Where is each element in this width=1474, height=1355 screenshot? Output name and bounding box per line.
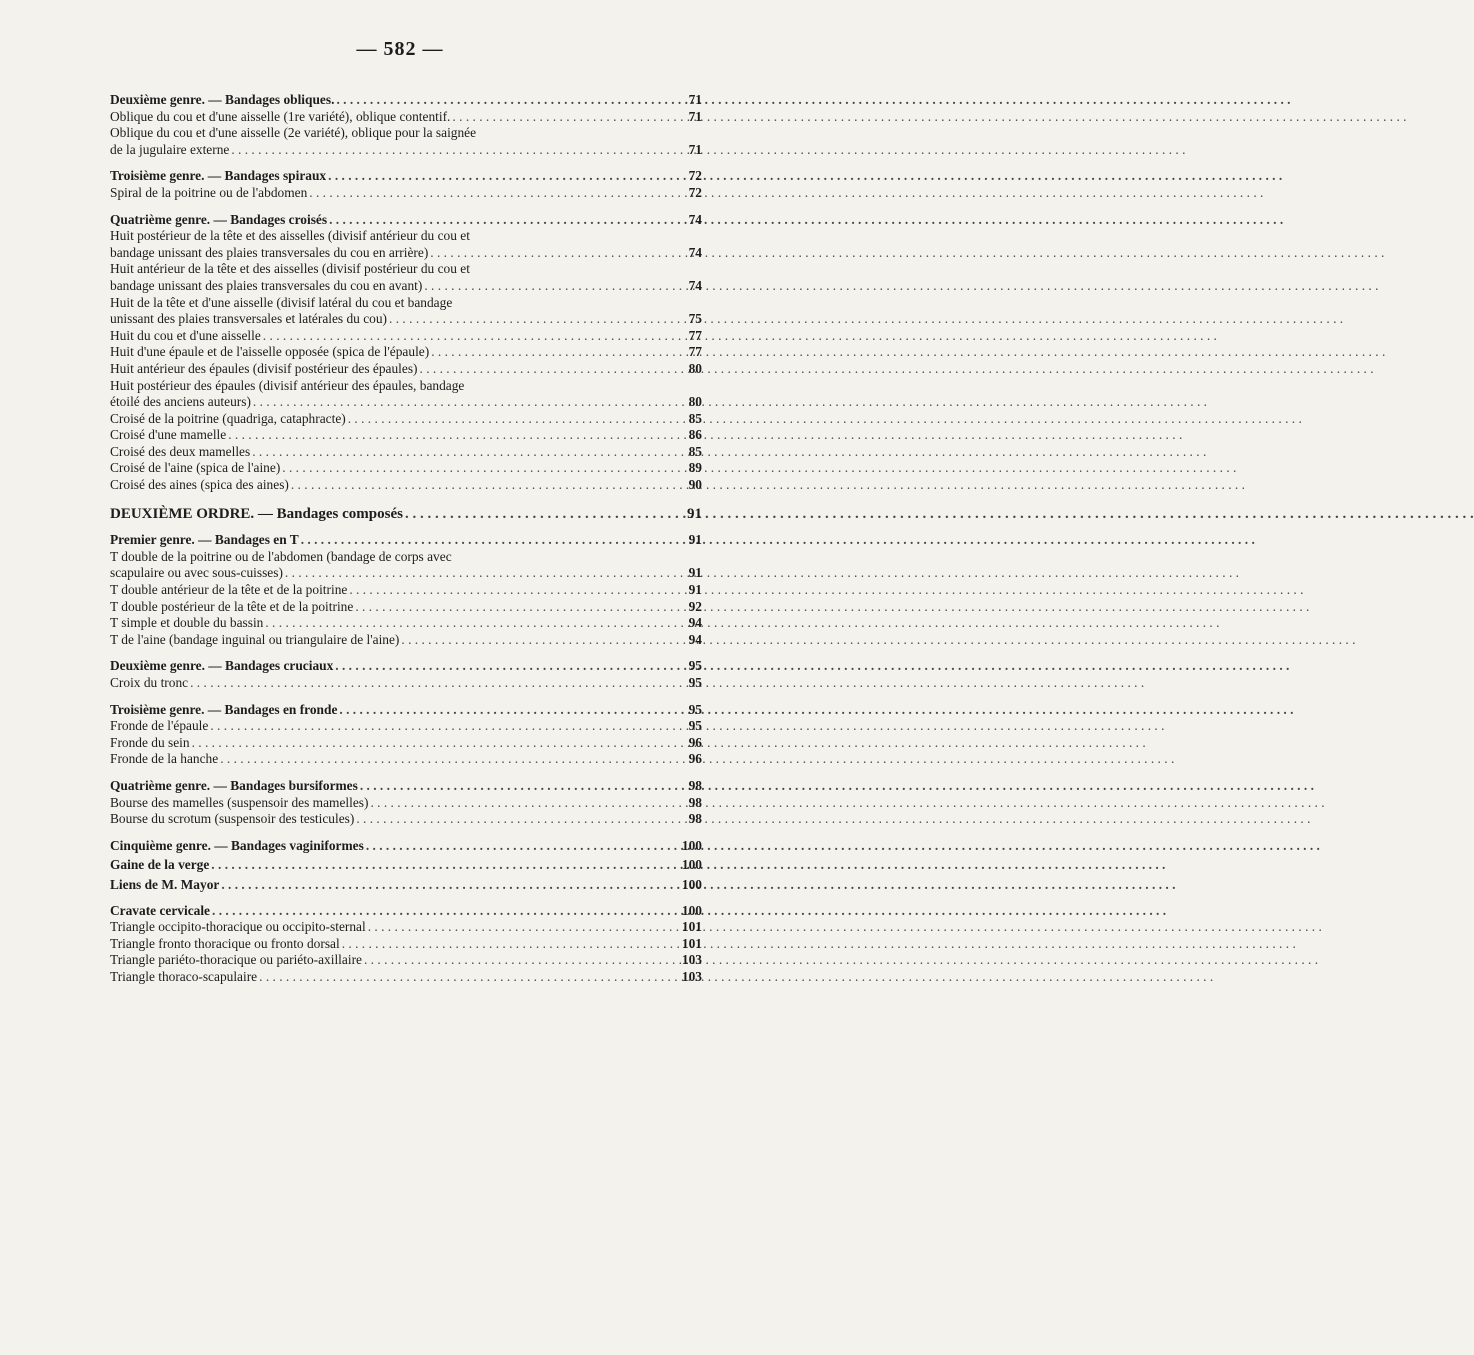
toc-entry-text: DEUXIÈME ORDRE. — Bandages composés — [110, 505, 403, 522]
toc-page-ref: 91 — [688, 532, 702, 548]
toc-page-ref: 90 — [688, 477, 702, 493]
toc-page-ref: 95 — [688, 718, 702, 734]
toc-genre-heading — [110, 92, 702, 109]
toc-entry-text: Cinquième genre. — Bandages vaginiformes — [110, 837, 364, 853]
toc-entry — [110, 328, 702, 345]
dot-leader — [335, 658, 682, 675]
toc-entry — [110, 411, 702, 428]
dot-leader — [253, 394, 682, 411]
dot-leader — [336, 92, 682, 109]
toc-entry-text: étoilé des anciens auteurs) — [110, 394, 251, 410]
toc-entry-text: Gaine de la verge — [110, 857, 210, 873]
toc-entry-text: bandage unissant des plaies transversales du cou en arrière) — [110, 244, 429, 260]
toc-page-ref: 96 — [688, 751, 702, 767]
toc-entry — [110, 361, 702, 378]
toc-entry-text: Triangle pariéto-thoracique ou pariéto-axillaire — [110, 952, 362, 968]
toc-page-ref: 101 — [681, 919, 702, 935]
dot-leader — [401, 632, 682, 649]
toc-entry-text: Deuxième genre. — Bandages obliques. — [110, 92, 335, 107]
dot-leader — [265, 615, 682, 632]
toc-entry-text: Triangle occipito-thoracique ou occipito-sternal — [110, 919, 366, 935]
toc-page-ref: 74 — [688, 211, 702, 227]
toc-page-ref: 71 — [688, 141, 702, 157]
toc-page-ref: 95 — [688, 675, 702, 690]
toc-genre-heading — [110, 212, 702, 229]
dot-leader — [211, 857, 680, 874]
toc-entry-text: Spiral de la poitrine ou de l'abdomen — [110, 184, 308, 200]
toc-page-ref: 72 — [688, 184, 702, 200]
toc-genre-heading — [110, 168, 702, 185]
toc-page-ref: 77 — [688, 344, 702, 360]
toc-page-ref: 100 — [681, 857, 702, 873]
toc-entry-text: Huit du cou et d'une aisselle — [110, 327, 261, 343]
dot-leader — [212, 903, 680, 920]
toc-page-ref: 71 — [688, 108, 702, 124]
toc-page-ref: 98 — [688, 811, 702, 827]
dot-leader — [420, 361, 682, 378]
toc-entry-text: Croisé des aines (spica des aines) — [110, 477, 289, 493]
toc-entry-text: Bourse du scrotum (suspensoir des testicules) — [110, 811, 355, 827]
toc-entry-line: T double de la poitrine ou de l'abdomen (bandage de corps avec — [110, 548, 452, 564]
dot-leader — [328, 168, 682, 185]
toc-page-ref: 91 — [688, 565, 702, 581]
toc-page-ref: 100 — [681, 876, 702, 892]
toc-entry — [110, 795, 702, 812]
toc-entry-text: T double postérieur de la tête et de la poitrine — [110, 598, 354, 614]
toc-entry — [110, 565, 702, 582]
toc-entry-line: Huit de la tête et d'une aisselle (divisif latéral du cou et bandage — [110, 294, 453, 310]
toc-entry-text: Huit d'une épaule et de l'aisselle opposée (spica de l'épaule) — [110, 344, 430, 360]
page-number: — 582 — — [356, 38, 444, 60]
toc-entry — [110, 394, 702, 411]
toc-order-heading — [110, 506, 702, 523]
toc-entry — [110, 142, 702, 159]
dot-leader — [231, 142, 682, 159]
dot-leader — [282, 460, 682, 477]
dot-leader — [291, 477, 682, 494]
toc-page-ref: 75 — [688, 311, 702, 327]
dot-leader — [342, 936, 680, 953]
toc-page-ref: 80 — [688, 360, 702, 376]
toc-entry — [110, 919, 702, 936]
dot-leader — [360, 778, 682, 795]
toc-entry — [110, 675, 702, 692]
toc-entry — [110, 582, 702, 599]
toc-entry-text: T double antérieur de la tête et de la poitrine — [110, 582, 348, 598]
toc-entry-text: Triangle thoraco-scapulaire — [110, 968, 258, 984]
toc-entry-text: Croisé de la poitrine (quadriga, cataphracte) — [110, 410, 346, 426]
toc-page-ref: 91 — [688, 582, 702, 598]
toc-entry — [110, 245, 702, 262]
dot-leader — [252, 444, 682, 461]
toc-entry — [110, 969, 702, 986]
toc-page-ref: 98 — [688, 794, 702, 810]
dot-leader — [356, 811, 682, 828]
toc-entry-line: Huit postérieur des épaules (divisif antérieur des épaules, bandage — [110, 377, 465, 393]
toc-genre-heading — [110, 838, 702, 855]
toc-entry — [110, 877, 702, 894]
toc-entry-text: Triangle fronto thoracique ou fronto dorsal — [110, 935, 340, 951]
toc-entry-text: Croisé de l'aine (spica de l'aine) — [110, 460, 281, 476]
dot-leader — [368, 919, 680, 936]
toc-entry — [110, 477, 702, 494]
dot-leader — [285, 565, 682, 582]
dot-leader — [220, 751, 682, 768]
toc-page-ref: 74 — [688, 277, 702, 293]
toc-entry-text: T de l'aine (bandage inguinal ou triangulaire de l'aine) — [110, 631, 400, 647]
dot-leader — [430, 245, 682, 262]
dot-leader — [405, 506, 682, 523]
toc-genre-heading — [110, 702, 702, 719]
toc-entry — [110, 311, 702, 328]
toc-page-ref: 103 — [681, 952, 702, 968]
toc-page-ref: 100 — [681, 902, 702, 918]
toc-entry-line: Huit postérieur de la tête et des aisselles (divisif antérieur du cou et — [110, 228, 470, 244]
dot-leader — [228, 427, 682, 444]
toc-entry-text: Quatrième genre. — Bandages bursiformes — [110, 777, 358, 793]
toc-entry-text: Fronde de l'épaule — [110, 718, 209, 734]
toc-entry — [110, 460, 702, 477]
toc-page-ref: 95 — [688, 701, 702, 717]
toc-page-ref: 71 — [688, 92, 702, 107]
toc-entry — [110, 344, 702, 361]
toc-entry-text: Croix du tronc — [110, 675, 189, 690]
toc-entry-text: Cravate cervicale — [110, 902, 210, 918]
toc-genre-heading — [110, 778, 702, 795]
toc-entry — [110, 952, 702, 969]
toc-entry — [110, 718, 702, 735]
toc-entry — [110, 751, 702, 768]
dot-leader — [355, 599, 682, 616]
toc-page-ref: 95 — [688, 658, 702, 674]
dot-leader — [221, 877, 680, 894]
toc-page-ref: 72 — [688, 168, 702, 184]
toc-entry-text: Troisième genre. — Bandages spiraux — [110, 168, 327, 184]
dot-leader — [309, 185, 682, 202]
toc-page-ref: 103 — [681, 968, 702, 984]
toc-page-ref: 85 — [688, 443, 702, 459]
toc-entry — [110, 278, 702, 295]
dot-leader — [366, 838, 680, 855]
dot-leader — [370, 795, 682, 812]
toc-entry-text: Croisé des deux mamelles — [110, 443, 251, 459]
dot-leader — [452, 109, 682, 126]
toc-page-ref: 94 — [688, 631, 702, 647]
toc-entry-text: Bourse des mamelles (suspensoir des mamelles) — [110, 794, 369, 810]
dot-leader — [329, 212, 682, 229]
toc-page-ref: 85 — [688, 410, 702, 426]
toc-page-ref: 96 — [688, 734, 702, 750]
dot-leader — [339, 702, 682, 719]
toc-page-ref: 101 — [681, 935, 702, 951]
toc-entry-text: Premier genre. — Bandages en T — [110, 532, 299, 548]
dot-leader — [364, 952, 680, 969]
toc-page-ref: 77 — [688, 327, 702, 343]
toc-genre-heading — [110, 532, 702, 549]
toc-entry-text: Huit antérieur des épaules (divisif postérieur des épaules) — [110, 360, 418, 376]
toc-entry-text: Oblique du cou et d'une aisselle (1re variété), oblique contentif. — [110, 108, 451, 124]
dot-leader — [190, 675, 682, 692]
toc-entry-text: Fronde du sein — [110, 734, 190, 750]
toc-entry-text: Croisé d'une mamelle — [110, 427, 227, 443]
toc-entry-text: Liens de M. Mayor — [110, 876, 220, 892]
dot-leader — [192, 735, 682, 752]
toc-entry — [110, 615, 702, 632]
toc-page-ref: 74 — [688, 244, 702, 260]
dot-leader — [349, 582, 682, 599]
toc-page-ref: 92 — [688, 598, 702, 614]
dot-leader — [431, 344, 682, 361]
toc-entry — [110, 811, 702, 828]
toc-entry — [110, 936, 702, 953]
toc-entry-text: Troisième genre. — Bandages en fronde — [110, 701, 338, 717]
table-of-contents — [110, 92, 702, 986]
toc-page-ref: 94 — [688, 615, 702, 631]
dot-leader — [301, 532, 682, 549]
toc-page-ref: 100 — [681, 837, 702, 853]
toc-entry-text: de la jugulaire externe — [110, 141, 230, 157]
toc-entry-text: scapulaire ou avec sous-cuisses) — [110, 565, 283, 581]
dot-leader — [210, 718, 682, 735]
toc-page-ref: 86 — [688, 427, 702, 443]
toc-entry-text: bandage unissant des plaies transversales du cou en avant) — [110, 277, 423, 293]
toc-page-ref: 98 — [688, 777, 702, 793]
toc-entry — [110, 735, 702, 752]
toc-page-ref: 91 — [687, 505, 702, 522]
toc-entry-text: Fronde de la hanche — [110, 751, 219, 767]
toc-entry — [110, 632, 702, 649]
toc-entry-text: unissant des plaies transversales et latérales du cou) — [110, 311, 388, 327]
toc-entry — [110, 185, 702, 202]
toc-entry-text: Deuxième genre. — Bandages cruciaux — [110, 658, 334, 674]
toc-entry — [110, 857, 702, 874]
dot-leader — [389, 311, 682, 328]
toc-entry — [110, 427, 702, 444]
toc-genre-heading — [110, 658, 702, 675]
dot-leader — [348, 411, 682, 428]
toc-page-ref: 89 — [688, 460, 702, 476]
toc-page-ref: 80 — [688, 394, 702, 410]
dot-leader — [259, 969, 680, 986]
toc-entry-line: Oblique du cou et d'une aisselle (2e variété), oblique pour la saignée — [110, 125, 477, 141]
toc-entry-text: T simple et double du bassin — [110, 615, 264, 631]
toc-entry — [110, 444, 702, 461]
dot-leader — [263, 328, 682, 345]
toc-entry — [110, 109, 702, 126]
toc-entry — [110, 903, 702, 920]
dot-leader — [424, 278, 682, 295]
toc-entry-text: Quatrième genre. — Bandages croisés — [110, 211, 328, 227]
toc-entry — [110, 599, 702, 616]
toc-entry-line: Huit antérieur de la tête et des aisselles (divisif postérieur du cou et — [110, 261, 470, 277]
